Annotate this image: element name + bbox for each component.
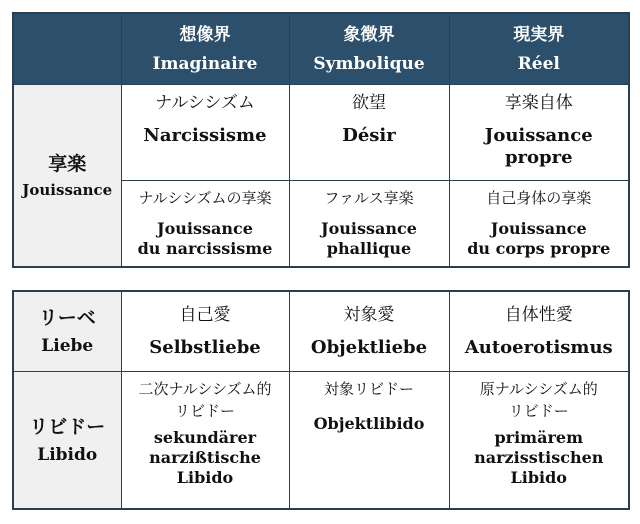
cell-objektlibido [289, 371, 449, 509]
cell-jp: 対象リビドー [323, 379, 414, 398]
cell-fr2: du narcissisme [137, 239, 273, 258]
header-jp: 象徴界 [343, 25, 395, 45]
jouissance-table [12, 12, 630, 268]
row-label-jp: リーベ [38, 307, 96, 330]
header-row [13, 13, 629, 85]
header-jp: 現実界 [513, 25, 565, 45]
cell-fr: Narcissisme [143, 125, 267, 146]
header-fr: Imaginaire [152, 54, 258, 74]
cell-jouissance-corps-propre [449, 181, 629, 267]
cell-fr2: du corps propre [467, 239, 611, 258]
cell-narcissisme [121, 85, 289, 181]
cell-de2: narzisstischen [474, 447, 604, 467]
libido-table [12, 290, 630, 510]
cell-jp: 対象愛 [343, 305, 395, 326]
cell-jp: 欲望 [352, 93, 386, 113]
cell-de: Objektliebe [310, 337, 428, 359]
header-jp: 想像界 [179, 25, 231, 45]
cell-objektliebe [289, 291, 449, 371]
cell-jp: ファルス享楽 [324, 189, 414, 207]
cell-de2: narzißtische [149, 447, 261, 467]
cell-de3: Libido [176, 467, 234, 487]
header-imaginaire [121, 13, 289, 85]
cell-jp: 原ナルシシズム的 [479, 379, 598, 398]
cell-jp: ナルシシズム [155, 93, 255, 113]
cell-fr: Jouissance [321, 219, 417, 238]
cell-fr: Jouissance [490, 219, 587, 238]
cell-selbstliebe [121, 291, 289, 371]
cell-autoerotismus [449, 291, 629, 371]
cell-jp: 自体性愛 [504, 305, 573, 326]
row-label-liebe [13, 291, 121, 371]
row-label-jp: リビドー [29, 415, 106, 438]
cell-jouissance-narcissisme [121, 181, 289, 267]
row-label-jp: 享楽 [48, 153, 87, 176]
cell-jp: 自己身体の享楽 [486, 189, 592, 207]
cell-de: Selbstliebe [149, 337, 261, 359]
table-row [13, 291, 629, 371]
table-row [13, 85, 629, 181]
header-fr: Symbolique [313, 54, 425, 74]
row-label-jouissance [13, 85, 121, 267]
cell-jp2: リビドー [508, 401, 569, 420]
row-label-fr: Libido [37, 444, 98, 465]
cell-sekundarer-libido [121, 371, 289, 509]
header-symbolique [289, 13, 449, 85]
cell-jp2: リビドー [174, 401, 235, 420]
row-label-libido [13, 371, 121, 509]
cell-desir [289, 85, 449, 181]
header-fr: Réel [517, 54, 560, 74]
cell-jp: 享楽自体 [504, 93, 573, 113]
cell-de: Autoerotismus [464, 337, 613, 359]
row-label-fr: Jouissance [22, 181, 113, 200]
cell-jp: 自己愛 [179, 305, 231, 326]
cell-primarem-libido [449, 371, 629, 509]
row-label-fr: Liebe [41, 336, 94, 357]
cell-jouissance-propre [449, 85, 629, 181]
cell-fr: Désir [342, 125, 396, 146]
cell-de: Objektlibido [313, 413, 425, 433]
cell-jp: 二次ナルシシズム的 [138, 379, 272, 398]
cell-de: sekundärer [153, 427, 257, 447]
cell-fr2: phallique [326, 239, 412, 258]
cell-fr: Jouissance [157, 219, 253, 238]
cell-de3: Libido [510, 467, 567, 487]
header-reel [449, 13, 629, 85]
cell-fr: Jouissance [484, 125, 593, 146]
corner-cell [13, 13, 121, 85]
table-row [13, 371, 629, 509]
cell-jouissance-phallique [289, 181, 449, 267]
cell-jp: ナルシシズムの享楽 [138, 189, 272, 207]
cell-de: primärem [494, 427, 584, 447]
cell-fr2: propre [504, 147, 573, 168]
